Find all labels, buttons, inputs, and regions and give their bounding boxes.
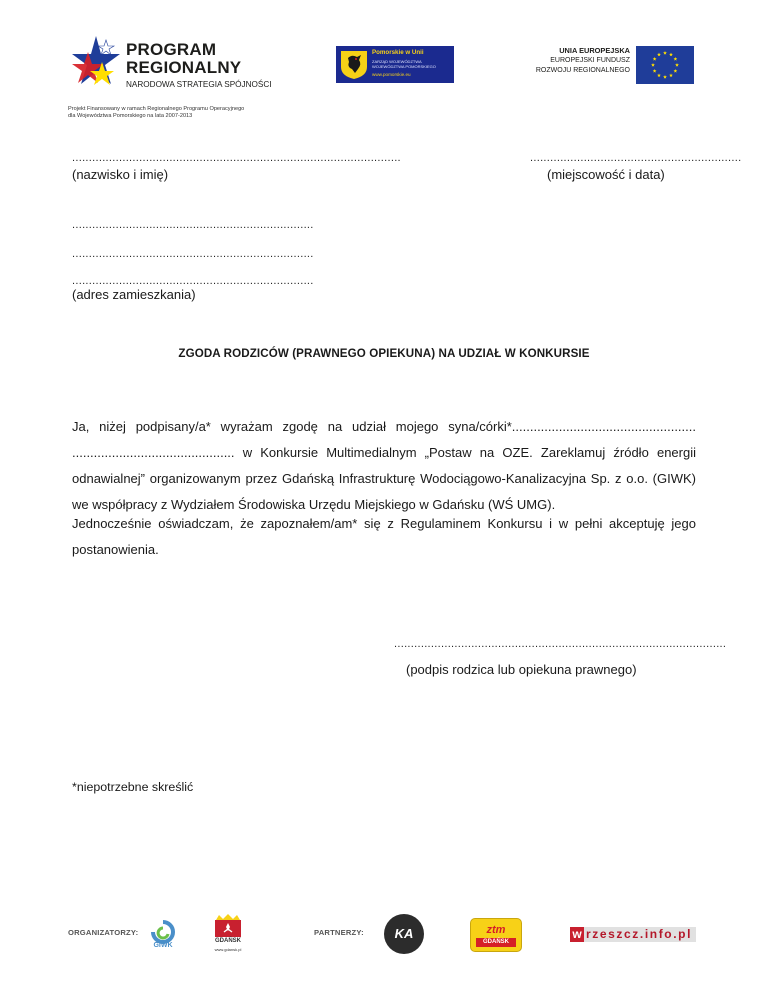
footnote: *niepotrzebne skreślić <box>72 780 194 794</box>
pomorskie-sub: ZARZĄD WOJEWÓDZTWA <box>372 59 422 64</box>
paragraph-line: Jednocześnie oświadczam, że zapoznałem/am* się z Regulaminem Konkursu i w pełni akceptuję jego <box>72 516 696 531</box>
paragraph-line: Ja, niżej podpisany/a* wyrażam zgodę na udział mojego syna/córki*................................................... <box>72 419 696 434</box>
paragraph-line: odnawialnej” organizowanym przez Gdańską Infrastrukturę Wodociągowo-Kanalizacyjna Sp. z o.o. (GIWK) <box>72 471 696 486</box>
project-note-line: dla Województwa Pomorskiego na lata 2007-2013 <box>68 113 193 119</box>
giwk-name: GIWK <box>153 942 173 949</box>
program-title: PROGRAM <box>126 40 217 59</box>
wrzeszcz-logo <box>570 927 696 942</box>
name-fill-line: .................................................................................................. <box>72 152 401 164</box>
eu-fund-label <box>516 46 630 76</box>
eu-line: UNIA EUROPEJSKA <box>559 46 630 55</box>
paragraph-line: ............................................. w Konkursie Multimedialnym „Postaw na OZE. Zareklamuj źródło energii <box>72 445 696 460</box>
paragraph-line: postanowienia. <box>72 542 159 557</box>
address-fill-line: ........................................................................ <box>72 248 314 260</box>
wrzeszcz-text: rzeszcz.info.pl <box>586 927 693 941</box>
pomorskie-sub: WOJEWÓDZTWA POMORSKIEGO <box>372 64 436 69</box>
gdansk-crest-icon <box>214 914 242 938</box>
consent-paragraph <box>72 414 696 518</box>
gdansk-url: www.gdansk.pl <box>214 947 242 952</box>
consent-title: ZGODA RODZICÓW (PRAWNEGO OPIEKUNA) NA UDZIAŁ W KONKURSIE <box>178 347 590 360</box>
wrzeszcz-w-box: w <box>570 927 584 942</box>
address-label: (adres zamieszkania) <box>72 287 196 302</box>
gdansk-name: GDAŃSK <box>214 938 241 944</box>
ztm-wordmark: ztm <box>486 924 506 936</box>
eu-line: ROZWOJU REGIONALNEGO <box>535 67 630 74</box>
address-fill-line: ........................................................................ <box>72 219 314 231</box>
regionalny-title: REGIONALNY <box>126 58 242 77</box>
address-fill-line: ........................................................................ <box>72 275 314 287</box>
partners-label: PARTNERZY: <box>314 928 364 937</box>
declaration-paragraph <box>72 511 696 563</box>
project-note-line: Projekt Finansowany w ramach Regionalnego Programu Operacyjnego <box>68 106 245 112</box>
signature-fill-line: ................................................................................................... <box>394 638 727 650</box>
pomorskie-logo <box>336 46 454 83</box>
pomorskie-title: Pomorskie w Unii <box>372 49 424 56</box>
strategy-subtitle: NARODOWA STRATEGIA SPÓJNOŚCI <box>126 80 272 89</box>
project-funding-note <box>68 106 244 120</box>
ztm-logo <box>470 918 522 952</box>
signature-label: (podpis rodzica lub opiekuna prawnego) <box>406 662 637 677</box>
program-regionalny-logo <box>68 34 272 96</box>
ka-logo: KA <box>384 914 424 954</box>
paragraph-line: we współpracy z Wydziałem Środowiska Urzędu Miejskiego w Gdańsku (WŚ UMG). <box>72 497 556 512</box>
griffin-crest-icon <box>339 49 369 80</box>
eu-line: EUROPEJSKI FUNDUSZ <box>550 57 630 64</box>
pomorskie-url: www.pomorskie.eu <box>372 72 411 77</box>
star-logo-icon <box>68 34 124 92</box>
ztm-city: GDAŃSK <box>476 938 516 947</box>
eu-flag-icon <box>636 46 694 84</box>
place-date-fill-line: ............................................................... <box>530 152 742 164</box>
organizers-label: ORGANIZATORZY: <box>68 928 139 937</box>
name-label: (nazwisko i imię) <box>72 167 169 182</box>
place-date-label: (miejscowość i data) <box>547 167 665 182</box>
